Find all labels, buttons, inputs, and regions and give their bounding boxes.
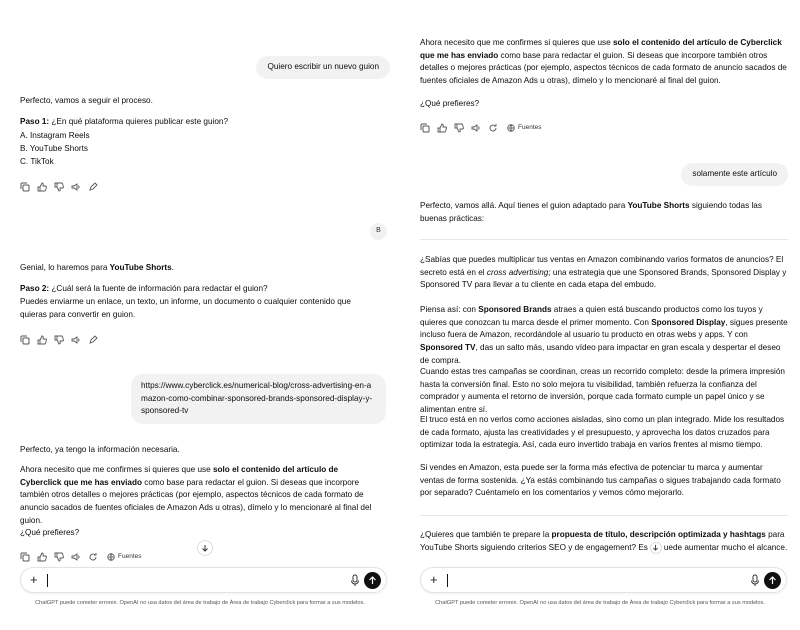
text: como base para redactar el guion. Si deseas que incorpore también otros detalles o mejores prácticas (por ejemplo, aspectos técnicos de cada formato de anuncio sacados de fuentes oficiales de Amazon Ads u otras), dímelo y lo mencionaré al final del guion. [420, 50, 787, 86]
copy-icon[interactable] [20, 335, 30, 345]
message-actions [420, 121, 542, 135]
scroll-down-button[interactable] [650, 542, 662, 554]
text: Perfecto, vamos allá. Aquí tienes el guion adaptado para [420, 201, 628, 210]
arrow-up-icon [368, 576, 377, 585]
bold-text: Sponsored Brands [478, 305, 552, 314]
intro-bold: YouTube Shorts [109, 263, 172, 272]
thumbs-up-icon[interactable] [37, 182, 47, 192]
thumbs-down-icon[interactable] [54, 552, 64, 562]
thumbs-down-icon[interactable] [54, 182, 64, 192]
thumbs-up-icon[interactable] [437, 123, 447, 133]
text: Ahora necesito que me confirmes si quieres que use [20, 465, 213, 474]
assistant-question: ¿Qué prefieres? [420, 99, 480, 108]
globe-icon [107, 553, 115, 561]
text: ; una estrategia que une Sponsored Brands, Sponsored Display y Sponsored TV para llevar a tu cliente en cada etapa del embudo. [420, 267, 787, 290]
user-link-text[interactable]: https://www.cyberclick.es/numerical-blog/cross-advertising-en-amazon-como-combinar-sponsored-brands-sponsored-display-y-sponsored-tv [141, 381, 373, 416]
text-cursor [47, 574, 48, 587]
text: atraes a quien está buscando productos como los tuyos y quieres que conozcan tu marca desde el primer momento. Con [420, 305, 763, 327]
bold-text: YouTube Shorts [627, 201, 690, 210]
sources-label: Fuentes [518, 123, 542, 131]
text: Piensa así: con [420, 305, 479, 314]
user-message-bubble [681, 163, 788, 186]
assistant-step-1 [20, 116, 380, 129]
user-message-text: solamente este artículo [692, 169, 777, 178]
copy-icon[interactable] [20, 182, 30, 192]
assistant-reply-3-body [20, 464, 380, 528]
divider [420, 239, 788, 240]
assistant-confirm-body [420, 37, 788, 88]
message-composer[interactable] [420, 567, 787, 593]
step-text: ¿Cuál será la fuente de información para redactar el guion? [49, 284, 268, 293]
assistant-script-intro [420, 200, 788, 225]
assistant-reply-2-intro [20, 262, 380, 275]
script-paragraph-5: Si vendes en Amazon, esta puede ser la forma más efectiva de potenciar tu marca y aumentar ventas de forma sostenida. ¿Ya estás combinando tus campañas o sigues trabajando cada formato por separado? Cuéntamelo en los comentarios y vemos cómo mejorarlo. [420, 463, 781, 498]
step-text: ¿En qué plataforma quieres publicar este guion? [49, 117, 228, 126]
thumbs-down-icon[interactable] [454, 123, 464, 133]
disclaimer: ChatGPT puede cometer errores. OpenAI no usa datos del área de trabajo de Área de trabajo Cyberclick para formar a sus modelos. [35, 600, 365, 606]
text: ¿Quieres que también te prepare la [420, 530, 552, 539]
regenerate-icon[interactable] [488, 123, 498, 133]
sources-button[interactable] [507, 123, 542, 133]
script-paragraph-2 [420, 304, 788, 368]
scroll-down-button[interactable] [197, 540, 213, 556]
arrow-down-icon [201, 544, 209, 552]
bold-text: propuesta de título, descripción optimizada y hashtags [551, 530, 766, 539]
read-aloud-icon[interactable] [471, 123, 481, 133]
sources-label: Fuentes [118, 552, 142, 560]
bold-text: Sponsored Display [651, 317, 726, 327]
user-avatar[interactable] [370, 223, 387, 240]
message-actions [20, 333, 98, 347]
text: , das un salto más, usando vídeo para impactar en gran escala y despertar el deseo de compra. [420, 343, 781, 365]
message-actions [20, 550, 142, 564]
script-paragraph-1 [420, 254, 788, 292]
plus-icon[interactable]: + [430, 572, 438, 587]
intro-text: Genial, lo haremos para [20, 263, 110, 272]
text: uede aumentar mucho el alcance. [663, 542, 788, 552]
send-button[interactable] [764, 572, 781, 589]
disclaimer: ChatGPT puede cometer errores. OpenAI no usa datos del área de trabajo de Área de trabajo Cyberclick para formar a sus modelos. [435, 600, 765, 606]
microphone-icon[interactable] [750, 574, 760, 587]
assistant-step-2-detail: Puedes enviarme un enlace, un texto, un informe, un documento o cualquier contenido que quieras para convertir en guion. [20, 297, 351, 319]
divider [420, 515, 788, 516]
regenerate-icon[interactable] [88, 552, 98, 562]
edit-icon[interactable] [88, 335, 98, 345]
text: , sigues presente incluso fuera de Amazon, recordándole al usuario tu producto en otras webs y apps. Y con [420, 317, 788, 340]
assistant-step-2 [20, 283, 380, 296]
arrow-up-icon [768, 576, 777, 585]
bold-text: solo el contenido del artículo de Cyberclick que me has enviado [20, 465, 339, 487]
send-button[interactable] [364, 572, 381, 589]
bold-text: Sponsored TV [420, 343, 476, 353]
read-aloud-icon[interactable] [71, 182, 81, 192]
script-paragraph-3: Cuando estas tres campañas se coordinan, creas un recorrido completo: desde la primera impresión hasta la conversión final. Esto no solo mejora tu visibilidad, también refuerza la confianza del comprador y aumenta el retorno de inversión, porque cada formato cumple un papel único y se alimentan entre sí. [420, 367, 785, 415]
thumbs-down-icon[interactable] [54, 335, 64, 345]
script-paragraph-4: El truco está en no verlos como acciones aisladas, sino como un plan integrado. Mide los resultados de cada formato, ajusta las creatividades y el presupuesto, y aprovecha los datos cruzados para optimizar toda la estrategia. Así, cada euro invertido trabaja en varios frentes al mismo tiempo. [420, 415, 785, 450]
option-a: A. Instagram Reels [20, 131, 90, 140]
intro-end: . [171, 263, 174, 272]
globe-icon [507, 124, 515, 132]
sources-button[interactable] [107, 552, 142, 562]
text: para YouTube Shorts siguiendo criterios SEO y de engagement? Es [420, 530, 785, 552]
user-message-bubble [256, 56, 390, 79]
bold-text: solo el contenido del artículo de Cyberclick que me has enviado [420, 38, 782, 60]
italic-text: cross advertising [486, 267, 549, 277]
text-cursor [447, 574, 448, 587]
avatar-initial: B [376, 227, 381, 235]
microphone-icon[interactable] [350, 574, 360, 587]
user-message-text: Quiero escribir un nuevo guion [267, 62, 379, 71]
copy-icon[interactable] [420, 123, 430, 133]
text: ¿Sabías que puedes multiplicar tus ventas en Amazon combinando varios formatos de anuncios? El secreto está en el [420, 255, 784, 277]
step-label: Paso 1: [20, 117, 50, 126]
option-c: C. TikTok [20, 157, 54, 166]
text: siguiendo todas las buenas prácticas: [420, 201, 762, 223]
thumbs-up-icon[interactable] [37, 335, 47, 345]
edit-icon[interactable] [88, 182, 98, 192]
step-label: Paso 2: [20, 284, 50, 293]
user-link-bubble [131, 374, 386, 424]
arrow-down-icon [652, 544, 659, 551]
read-aloud-icon[interactable] [71, 552, 81, 562]
copy-icon[interactable] [20, 552, 30, 562]
text: como base para redactar el guion. Si deseas que incorpore también otros detalles o mejores prácticas (por ejemplo, aspectos técnicos de cada formato de anuncio sacados de fuentes oficiales de Amazon Ads u otras), dímelo y lo mencionaré al final del guion. [20, 477, 372, 525]
message-composer[interactable] [20, 567, 387, 593]
assistant-question: ¿Qué prefieres? [20, 528, 80, 537]
option-b: B. YouTube Shorts [20, 144, 88, 153]
message-actions [20, 180, 98, 194]
text: Ahora necesito que me confirmes si quieres que use [420, 38, 613, 47]
right-chat-pane[interactable] [400, 0, 800, 630]
assistant-intro: Perfecto, vamos a seguir el proceso. [20, 96, 153, 105]
assistant-followup [420, 529, 788, 555]
read-aloud-icon[interactable] [71, 335, 81, 345]
thumbs-up-icon[interactable] [37, 552, 47, 562]
plus-icon[interactable]: + [30, 572, 38, 587]
assistant-reply-3-intro: Perfecto, ya tengo la información necesaria. [20, 445, 180, 454]
